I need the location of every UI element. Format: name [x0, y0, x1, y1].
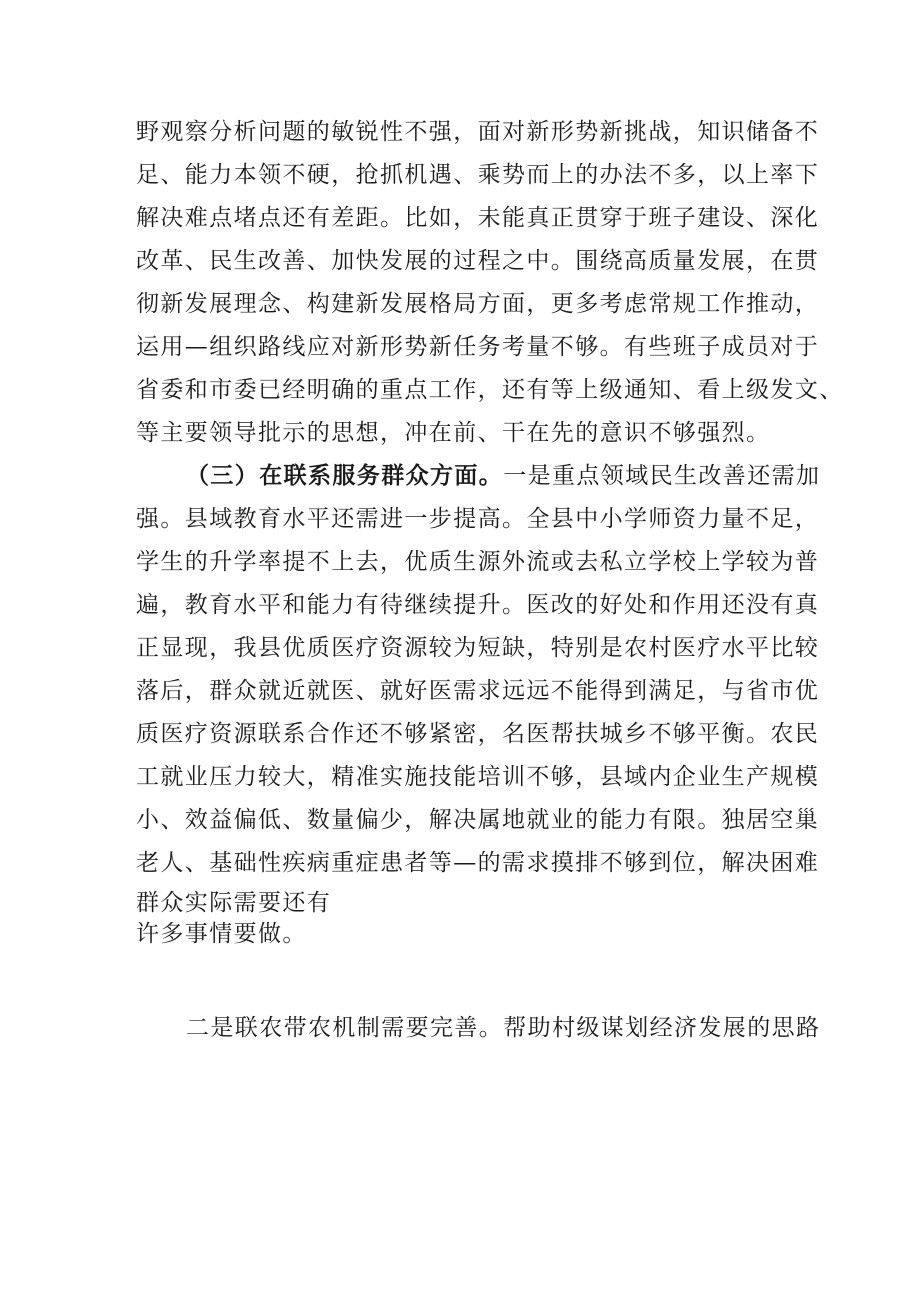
paragraph-line: 二是联农带农机制需要完善。帮助村级谋划经济发展的思路 — [186, 1015, 821, 1041]
section-heading-line — [186, 461, 820, 491]
paragraph-line: 改革、民生改善、加快发展的过程之中。围绕高质量发展，在贯 — [136, 248, 820, 274]
section-heading-rest: 一是重点领域民生改善还需加 — [503, 463, 821, 489]
paragraph-line: 省委和市委已经明确的重点工作，还有等上级通知、看上级发文、 — [136, 377, 844, 403]
paragraph-line: 解决难点堵点还有差距。比如，未能真正贯穿于班子建设、深化 — [136, 205, 820, 231]
paragraph-line: 老人、基础性疾病重症患者等—的需求摸排不够到位，解决困难 — [136, 850, 820, 876]
paragraph-line: 强。县域教育水平还需进一步提高。全县中小学师资力量不足， — [136, 506, 820, 532]
paragraph-line: 正显现，我县优质医疗资源较为短缺，特别是农村医疗水平比较 — [136, 635, 820, 661]
paragraph-line: 质医疗资源联系合作还不够紧密，名医帮扶城乡不够平衡。农民 — [136, 721, 820, 747]
paragraph-line: 工就业压力较大，精准实施技能培训不够，县域内企业生产规模 — [136, 764, 820, 790]
paragraph-line: 彻新发展理念、构建新发展格局方面，更多考虑常规工作推动， — [136, 291, 820, 317]
paragraph-line: 落后，群众就近就医、就好医需求远远不能得到满足，与省市优 — [136, 678, 820, 704]
paragraph-line: 遍，教育水平和能力有待继续提升。医改的好处和作用还没有真 — [136, 592, 820, 618]
paragraph-line: 等主要领导批示的思想，冲在前、干在先的意识不够强烈。 — [136, 420, 771, 446]
paragraph-line: 许多事情要做。 — [136, 921, 307, 947]
paragraph-line: 运用—组织路线应对新形势新任务考量不够。有些班子成员对于 — [136, 334, 820, 360]
paragraph-line: 群众实际需要还有 — [136, 890, 332, 916]
section-heading: （三）在联系服务群众方面。 — [186, 462, 504, 489]
paragraph-line: 足、能力本领不硬，抢抓机遇、乘势而上的办法不多，以上率下 — [136, 162, 820, 188]
paragraph-line: 小、效益偏低、数量偏少，解决属地就业的能力有限。独居空巢 — [136, 807, 820, 833]
paragraph-line: 学生的升学率提不上去，优质生源外流或去私立学校上学较为普 — [136, 549, 820, 575]
paragraph-line: 野观察分析问题的敏锐性不强，面对新形势新挑战，知识储备不 — [136, 119, 820, 145]
